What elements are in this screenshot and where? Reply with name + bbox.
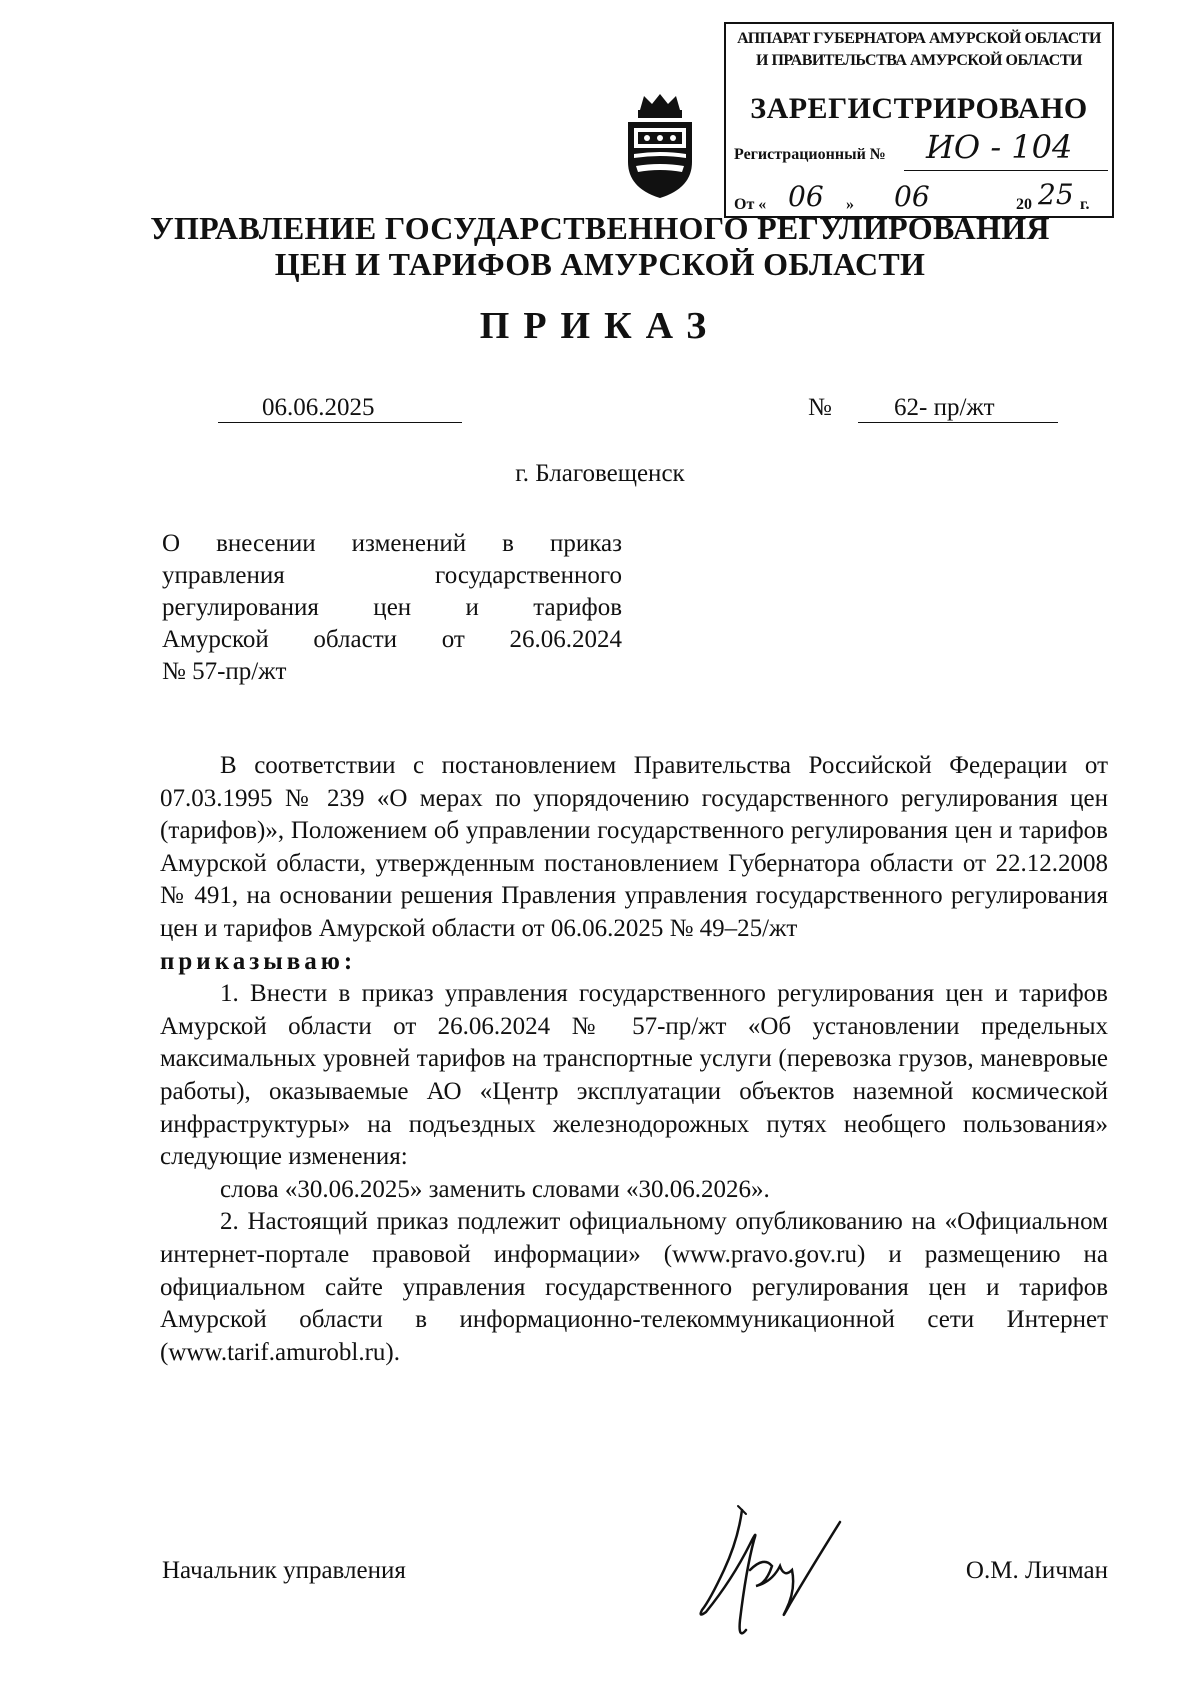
subject-line: регулирования цен и тарифов	[162, 594, 622, 621]
stamp-from-label: От «	[734, 196, 767, 213]
decree-word: приказываю:	[160, 947, 357, 975]
stamp-quote-close: »	[846, 196, 854, 213]
stamp-org-line2: И ПРАВИТЕЛЬСТВА АМУРСКОЙ ОБЛАСТИ	[756, 52, 1082, 69]
city: г. Благовещенск	[515, 460, 685, 487]
item-1-change: слова «30.06.2025» заменить словами «30.06.2026».	[220, 1175, 770, 1203]
signatory-title: Начальник управления	[162, 1557, 406, 1584]
subject-line: Амурской области от 26.06.2024	[162, 626, 622, 653]
stamp-status: ЗАРЕГИСТРИРОВАНО	[750, 92, 1088, 125]
handwritten-signature-icon	[680, 1500, 860, 1650]
item-1-paragraph: 1. Внести в приказ управления государственного регулирования цен и тарифов Амурской области от 26.06.2024 № 57-пр/жт «Об установлении предельных максимальных уровней тарифов на транспортные услуги (перевозка грузов, маневровые работы), оказываемые АО «Центр эксплуатации объектов наземной космической инфраструктуры» на подъездных железнодорожных путях необщего пользования» следующие изменения:	[160, 980, 1108, 1171]
order-body	[160, 750, 1108, 1369]
registration-stamp	[724, 22, 1114, 218]
stamp-reg-label: Регистрационный №	[734, 146, 886, 163]
agency-name-line1: УПРАВЛЕНИЕ ГОСУДАРСТВЕННОГО РЕГУЛИРОВАНИЯ	[150, 210, 1050, 246]
subject-line: О внесении изменений в приказ	[162, 530, 622, 557]
stamp-year-suffix: 25	[1038, 178, 1074, 211]
stamp-year-prefix: 20	[1016, 196, 1032, 213]
stamp-year-end: г.	[1080, 196, 1090, 213]
stamp-org-line1: АППАРАТ ГУБЕРНАТОРА АМУРСКОЙ ОБЛАСТИ	[737, 30, 1101, 47]
agency-name-line2: ЦЕН И ТАРИФОВ АМУРСКОЙ ОБЛАСТИ	[274, 246, 926, 282]
subject-line: управления государственного	[162, 562, 622, 589]
order-number: 62- пр/жт	[894, 394, 995, 421]
stamp-reg-number: ИО - 104	[926, 128, 1073, 166]
item-2-paragraph: 2. Настоящий приказ подлежит официальному опубликованию на «Официальном интернет-портале правовой информации» (www.pravo.gov.ru) и размещению на официальном сайте управления государственного регулирования цен и тарифов Амурской области в информационно-телекоммуникационной сети Интернет (www.tarif.amurobl.ru).	[160, 1208, 1108, 1366]
stamp-month: 06	[894, 180, 930, 213]
order-subject	[162, 528, 622, 688]
preamble-paragraph: В соответствии с постановлением Правительства Российской Федерации от 07.03.1995 № 239 «О мерах по упорядочению государственного регулирования цен (тарифов)», Положением об управлении государственного регулирования цен и тарифов Амурской области, утвержденным постановлением Губернатора области от 22.12.2008 № 491, на основании решения Правления управления государственного регулирования цен и тарифов Амурской области от 06.06.2025 № 49–25/жт	[160, 752, 1108, 942]
stamp-day: 06	[788, 180, 824, 213]
number-sign: №	[808, 394, 832, 421]
coat-of-arms-icon	[620, 92, 700, 202]
order-date: 06.06.2025	[262, 394, 375, 421]
document-type: ПРИКАЗ	[479, 305, 721, 347]
signatory-name: О.М. Личман	[965, 1557, 1108, 1584]
subject-line: № 57-пр/жт	[162, 658, 287, 685]
